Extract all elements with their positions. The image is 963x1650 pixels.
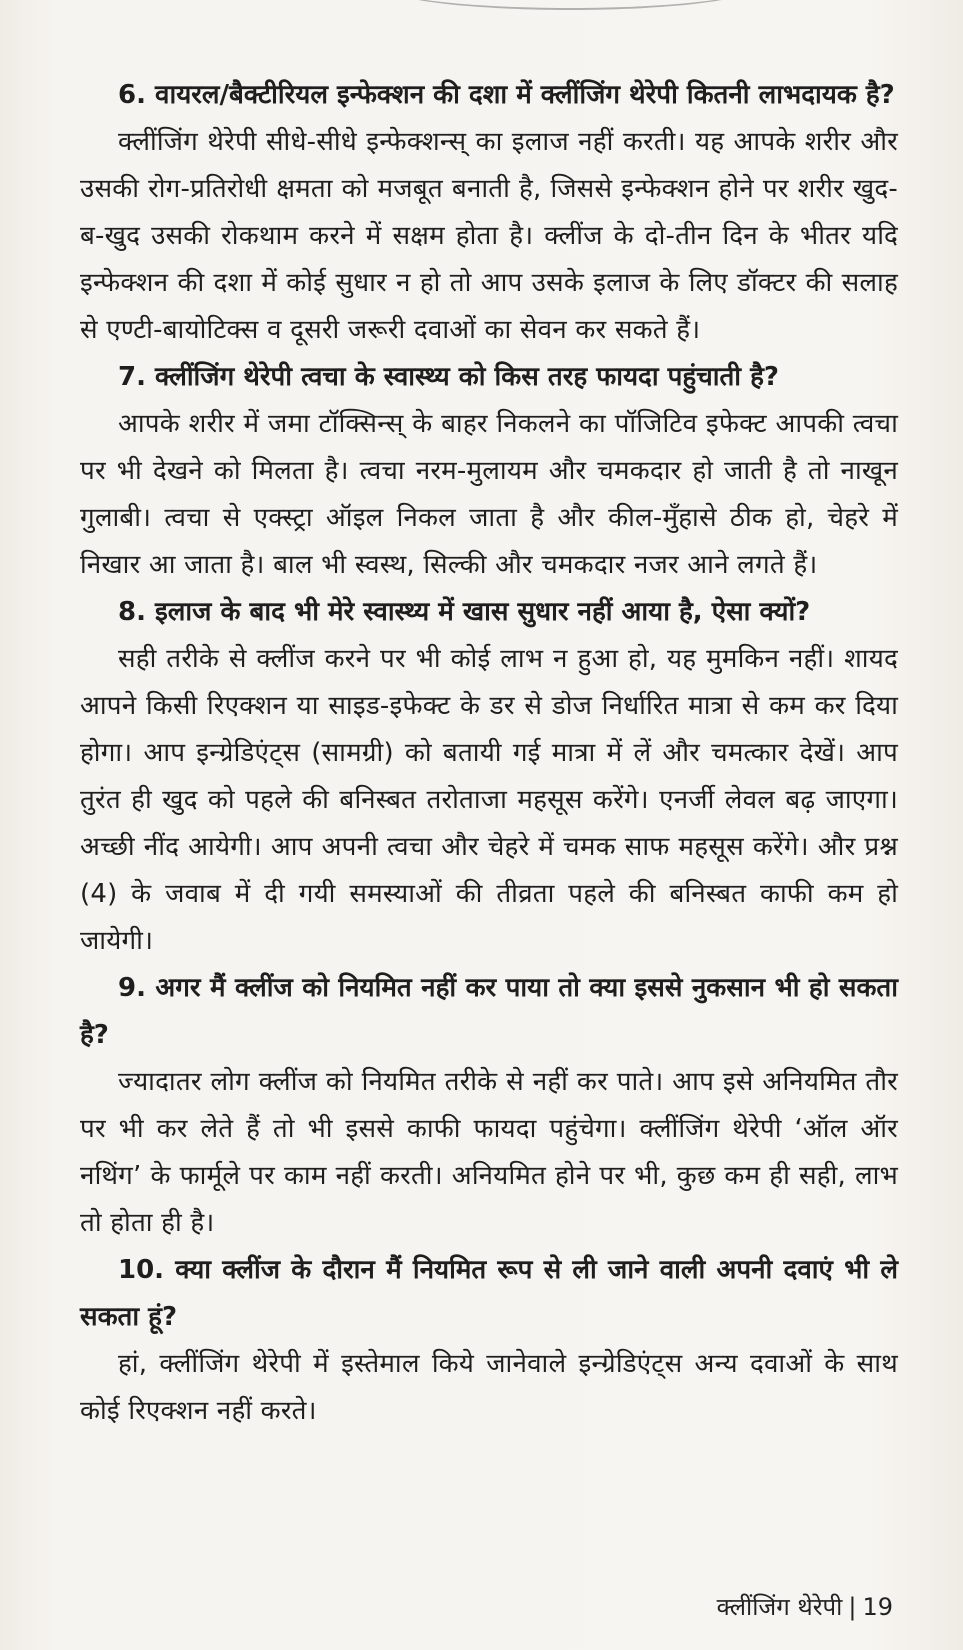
answer-6: क्लींजिंग थेरेपी सीधे-सीधे इन्फेक्शन्स् का इलाज नहीं करती। यह आपके शरीर और उसकी रोग-प्रतिरोधी क्षमता को मजबूत बनाती है, जिससे इन्फेक्शन होने पर शरीर खुद-ब-खुद उसकी रोकथाम करने में सक्षम होता है। क्लींज के दो-तीन दिन के भीतर यदि इन्फेक्शन की दशा में कोई सुधार न हो तो आप उसके इलाज के लिए डॉक्टर की सलाह से एण्टी-बायोटिक्स व दूसरी जरूरी दवाओं का सेवन कर सकते हैं। <box>80 127 898 345</box>
footer-book-title: क्लींजिंग थेरेपी <box>716 1593 843 1621</box>
question-8: 8. इलाज के बाद भी मेरे स्वास्थ्य में खास सुधार नहीं आया है, ऐसा क्यों? <box>118 597 811 627</box>
question-6: 6. वायरल/बैक्टीरियल इन्फेक्शन की दशा में क्लींजिंग थेरेपी कितनी लाभदायक है? <box>118 80 895 110</box>
question-9: 9. अगर मैं क्लींज को नियमित नहीं कर पाया तो क्या इससे नुकसान भी हो सकता है? <box>80 973 898 1050</box>
page-content <box>80 72 898 1435</box>
answer-7: आपके शरीर में जमा टॉक्सिन्स् के बाहर निकलने का पॉजिटिव इफेक्ट आपकी त्वचा पर भी देखने को मिलता है। त्वचा नरम-मुलायम और चमकदार हो जाती है तो नाखून गुलाबी। त्वचा से एक्स्ट्रा ऑइल निकल जाता है और कील-मुँहासे ठीक हो, चेहरे में निखार आ जाता है। बाल भी स्वस्थ, सिल्की और चमकदार नजर आने लगते हैं। <box>80 409 898 580</box>
answer-9: ज्यादातर लोग क्लींज को नियमित तरीके से नहीं कर पाते। आप इसे अनियमित तौर पर भी कर लेते हैं तो भी इससे काफी फायदा पहुंचेगा। क्लींजिंग थेरेपी ‘ऑल ऑर नथिंग’ के फार्मूले पर काम नहीं करती। अनियमित होने पर भी, कुछ कम ही सही, लाभ तो होता ही है। <box>80 1067 898 1238</box>
question-7: 7. क्लींजिंग थेरेपी त्वचा के स्वास्थ्य को किस तरह फायदा पहुंचाती है? <box>118 362 779 392</box>
page-top-curve <box>380 0 760 10</box>
answer-10: हां, क्लींजिंग थेरेपी में इस्तेमाल किये जानेवाले इन्ग्रेडिएंट्स अन्य दवाओं के साथ कोई रिएक्शन नहीं करते। <box>80 1349 898 1426</box>
answer-8: सही तरीके से क्लींज करने पर भी कोई लाभ न हुआ हो, यह मुमकिन नहीं। शायद आपने किसी रिएक्शन या साइड-इफेक्ट के डर से डोज निर्धारित मात्रा से कम कर दिया होगा। आप इन्ग्रेडिएंट्स (सामग्री) को बतायी गई मात्रा में लें और चमत्कार देखें। आप तुरंत ही खुद को पहले की बनिस्बत तरोताजा महसूस करेंगे। एनर्जी लेवल बढ़ जाएगा। अच्छी नींद आयेगी। आप अपनी त्वचा और चेहरे में चमक साफ महसूस करेंगे। और प्रश्न (4) के जवाब में दी गयी समस्याओं की तीव्रता पहले की बनिस्बत काफी कम हो जायेगी। <box>80 644 898 956</box>
question-10: 10. क्या क्लींज के दौरान मैं नियमित रूप से ली जाने वाली अपनी दवाएं भी ले सकता हूं? <box>80 1255 898 1332</box>
page-footer <box>717 1590 893 1623</box>
page-number: 19 <box>862 1593 893 1621</box>
footer-separator: | <box>848 1593 857 1621</box>
